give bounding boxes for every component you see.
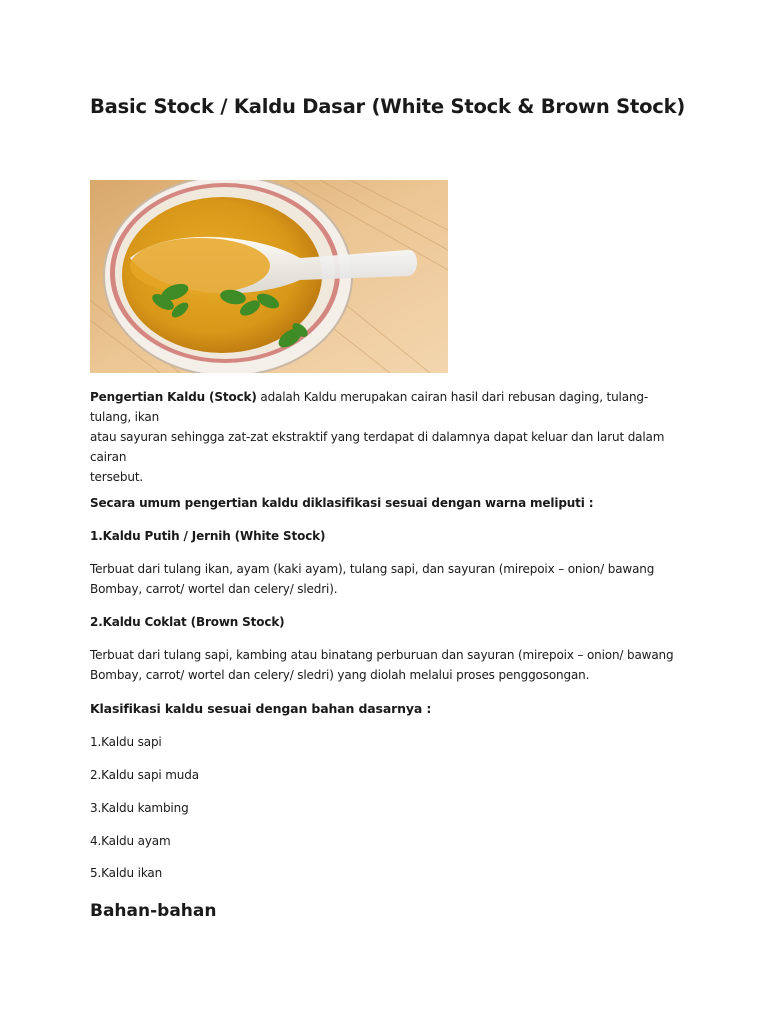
broth-bowl-photo (90, 180, 448, 373)
list-item: 3.Kaldu kambing (90, 801, 189, 815)
brown-stock-line-2: Bombay, carrot/ wortel dan celery/ sledri) yang diolah melalui proses penggosongan. (90, 668, 590, 682)
base-classification-heading: Klasifikasi kaldu sesuai dengan bahan dasarnya : (90, 701, 432, 716)
page-title: Basic Stock / Kaldu Dasar (White Stock & Brown Stock) (90, 95, 686, 118)
definition-paragraph (90, 387, 680, 487)
white-stock-description (90, 559, 680, 599)
definition-line-3: tersebut. (90, 470, 144, 484)
classification-intro: Secara umum pengertian kaldu diklasifikasi sesuai dengan warna meliputi : (90, 496, 594, 510)
brown-stock-heading: 2.Kaldu Coklat (Brown Stock) (90, 615, 285, 629)
list-item: 1.Kaldu sapi (90, 735, 162, 749)
ingredients-heading: Bahan-bahan (90, 901, 217, 921)
definition-term: Pengertian Kaldu (Stock) (90, 390, 257, 404)
brown-stock-line-1: Terbuat dari tulang sapi, kambing atau binatang perburuan dan sayuran (mirepoix – onion/ bawang (90, 648, 674, 662)
white-stock-line-1: Terbuat dari tulang ikan, ayam (kaki ayam), tulang sapi, dan sayuran (mirepoix – onion/ bawang (90, 562, 655, 576)
definition-line-1: adalah Kaldu merupakan cairan hasil dari rebusan daging, tulang-tulang, ikan (90, 390, 649, 424)
list-item: 2.Kaldu sapi muda (90, 768, 199, 782)
list-item: 4.Kaldu ayam (90, 834, 171, 848)
brown-stock-description (90, 645, 680, 685)
list-item: 5.Kaldu ikan (90, 866, 163, 880)
definition-line-2: atau sayuran sehingga zat-zat ekstraktif yang terdapat di dalamnya dapat keluar dan larut dalam cairan (90, 430, 665, 464)
white-stock-heading: 1.Kaldu Putih / Jernih (White Stock) (90, 529, 326, 543)
white-stock-line-2: Bombay, carrot/ wortel dan celery/ sledri). (90, 582, 338, 596)
